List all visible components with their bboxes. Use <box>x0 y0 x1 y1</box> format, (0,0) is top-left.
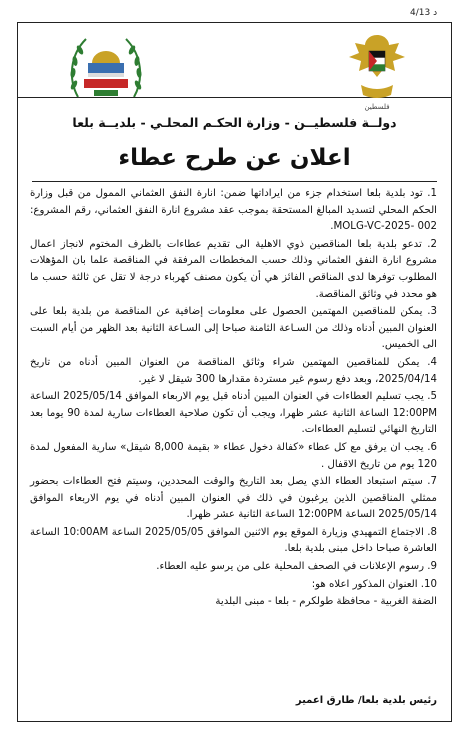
signature-line: رئيس بلدية بلعا/ طارق اعمير <box>295 695 437 706</box>
clause-10: 10. العنوان المذكور اعلاه هو: <box>311 578 437 590</box>
clause-8: 8. الاجتماع التمهيدي وزيارة الموقع يوم الاثنين الموافق 2025/05/05 الساعة 10:00AM الساعة العاشرة صباحا داخل مبنى بلدية بلعا. <box>30 526 438 555</box>
clause-9: 9. رسوم الإعلانات في الصحف المحلية على من يرسو عليه العطاء. <box>156 561 437 573</box>
state-ministry-line: دولــة فلسطيــن - وزارة الحكـم المحلـي - بلديــة بلعا <box>72 115 397 130</box>
clause-7: 7. سيتم استبعاد العطاء الذي يصل بعد التاريخ والوقت المحددين، وسيتم فتح العطاءات بحضور ممثلي المناقصين الذين يرغبون في ذلك في العنوان المبين أدناه في يوم الاربعاء الموافق 2025/05/14 الساعة 12:00PM الساعة الثانية عشر ظهرا. <box>30 476 437 521</box>
palestine-emblem-icon <box>341 27 413 113</box>
announcement-title: اعلان عن طرح عطاء <box>118 145 351 171</box>
clause-3: 3. يمكن للمناقصين المهتمين الحصول على معلومات إضافية عن المناقصة من بلدية بلعا على العنوان المبين أدناه وذلك من السـاعة الثامنة صباحا إلى السـاعة الثانية بعد الظهر من أيام السبت الى الخميس. <box>30 306 437 351</box>
clause-4: 4. يمكن للمناقصين المهتمين شراء وثائق المناقصة من العنوان المبين أدناه من تاريخ 2025/04/14، وبعد دفع رسوم غير مستردة مقدارها 300 شيقل لا غير. <box>30 356 437 385</box>
header-band <box>18 23 451 121</box>
clause-2: 2. تدعو بلدية بلعا المناقصين ذوي الاهلية الى تقديم عطاءات بالظرف المختوم لانجاز اعمال مشروع انارة النفق العثماني وذلك حسب المخططات المرفقة في المناقصة علما بان المؤهلات المطلوب توفرها لدى المناقص الفائز هي أن يكون مصنف كهرباء درجة لا تقل عن ثالثة حسب ما هو محدد في وثائق المناقصة. <box>30 238 437 300</box>
page-reference: 4/13 د <box>410 8 438 18</box>
title-rule <box>32 181 437 182</box>
municipality-logo-icon <box>64 27 148 111</box>
clause-1: 1. تود بلدية بلعا استخدام جزء من ايراداتها ضمن: انارة النفق العثماني الممول من قبل وزارة الحكم المحلي لتسديد المبالغ المستحقة بموجب عقد مشروع انارة النفق العثماني، رقم المشروع: 002 -MOLG-VC-2025. <box>30 188 437 233</box>
announcement-body <box>30 186 437 612</box>
clause-6: 6. يجب ان يرفق مع كل عطاء «كفالة دخول عطاء « بقيمة 8,000 شيقل» سارية المفعول لمدة 120 يوم من تاريخ الاقفال . <box>30 441 437 470</box>
address-line: الضفة الغربية - محافظة طولكرم - بلعا - مبنى البلدية <box>215 596 437 608</box>
announcement-frame <box>17 22 452 722</box>
svg-text:فلسطين: فلسطين <box>364 103 390 111</box>
clause-5: 5. يجب تسليم العطاءات في العنوان المبين أدناه قبل يوم الاربعاء الموافق 2025/05/14 الساعة 12:00PM الساعة الثانية عشر ظهرا، ويجب أن تكون صلاحية العطاءات سارية لمدة 90 يوما بعد التاريخ النهائي لتسليم العطاءات. <box>30 391 438 436</box>
